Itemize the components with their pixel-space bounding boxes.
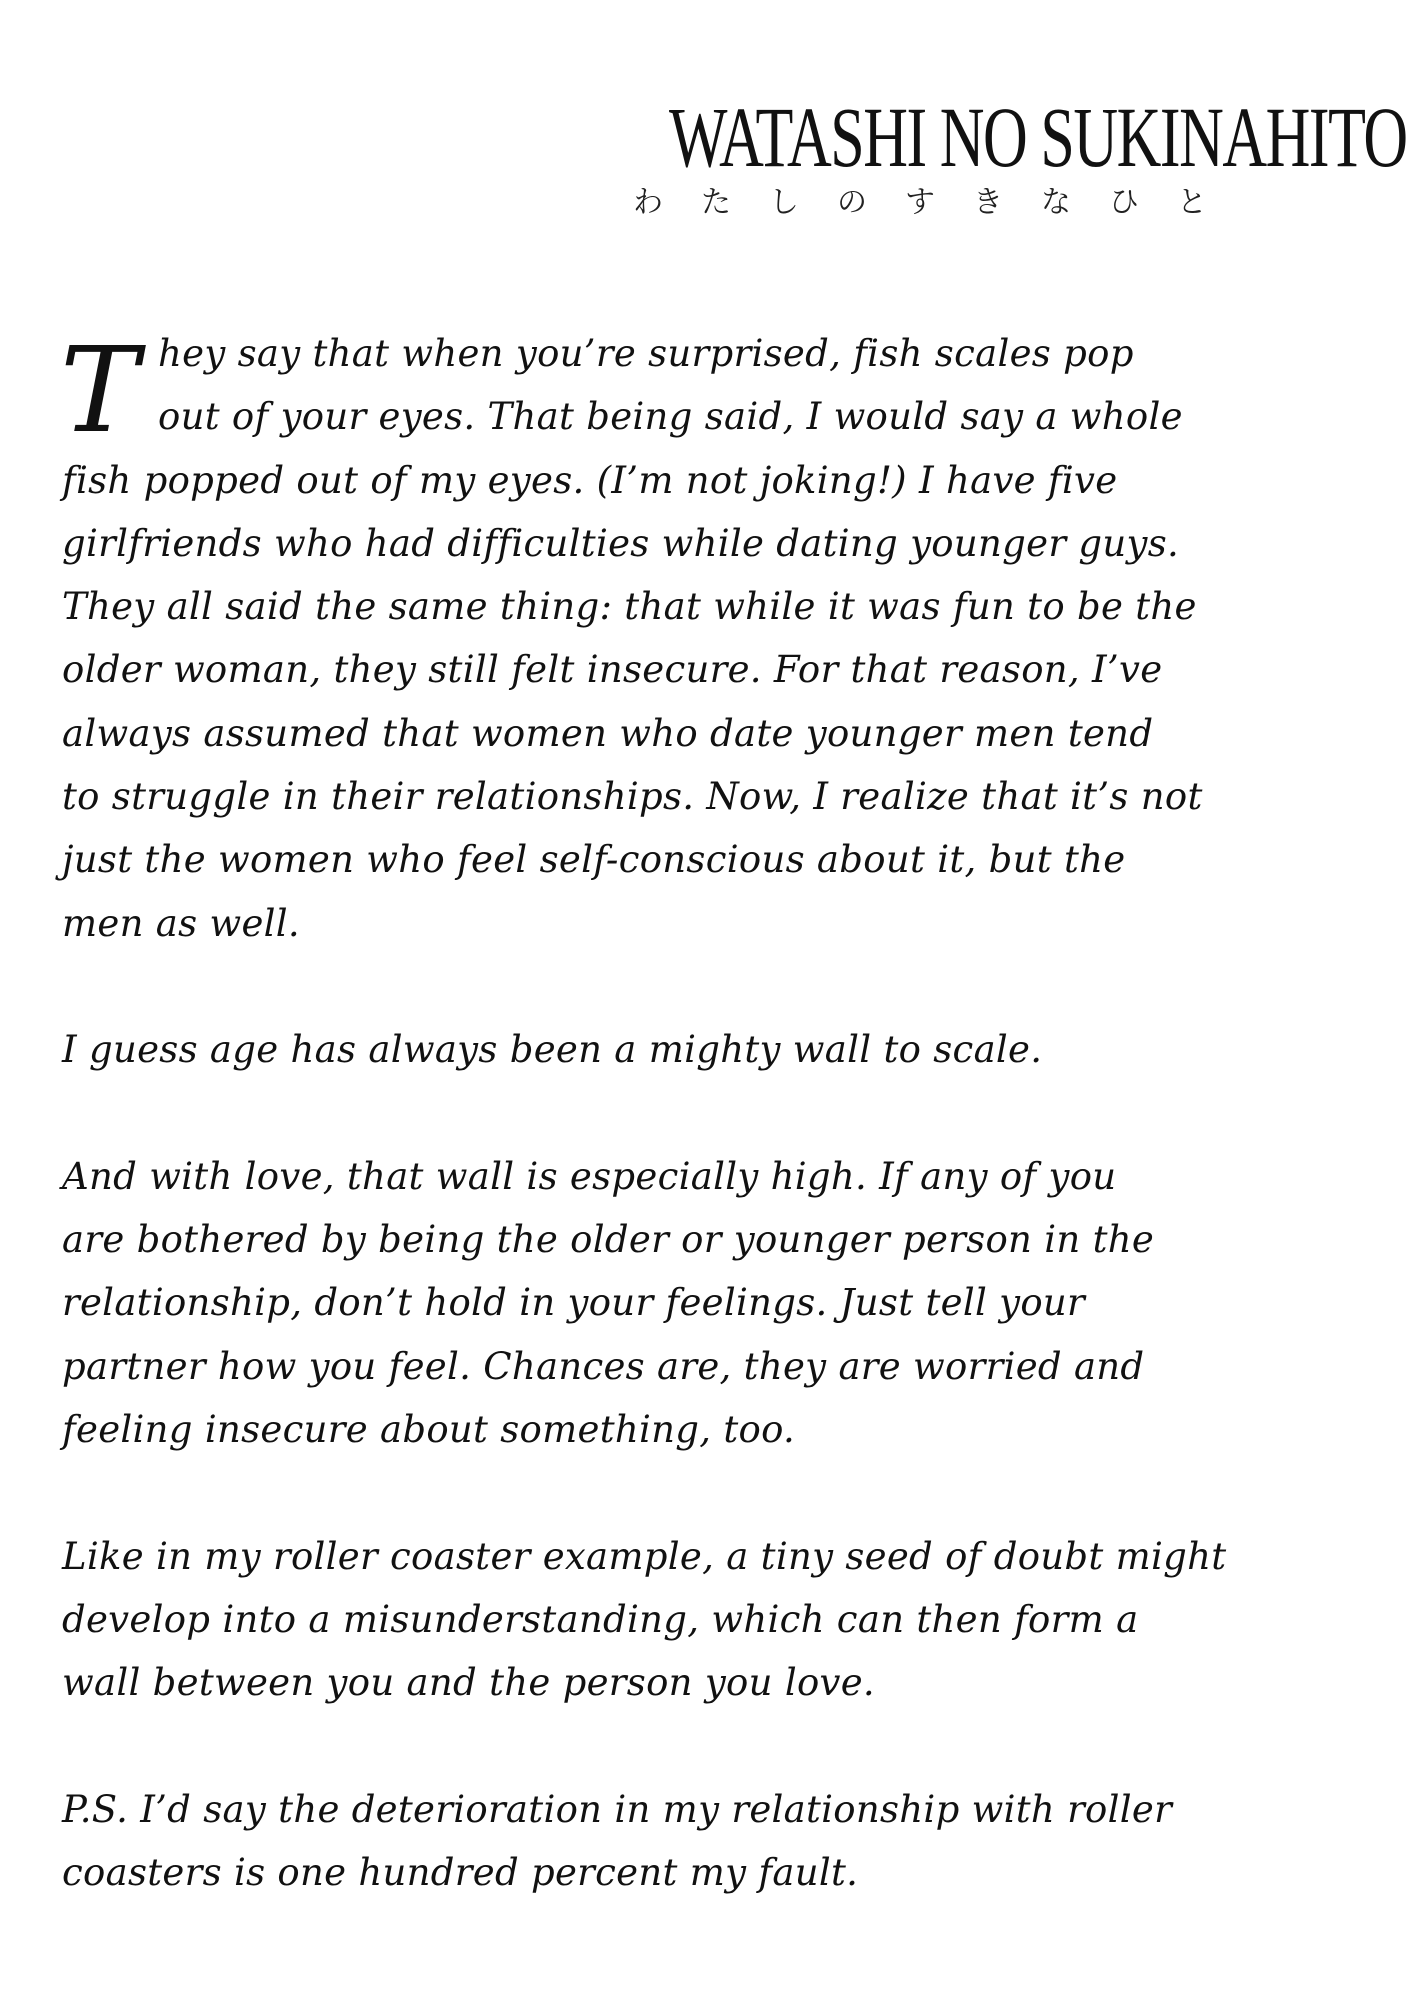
paragraph-1 bbox=[62, 322, 1262, 955]
paragraph-4 bbox=[62, 1525, 1262, 1715]
text-line: They all said the same thing: that while it was fun to be the bbox=[62, 585, 1197, 629]
text-line: P.S. I’d say the deterioration in my relationship with roller bbox=[62, 1787, 1173, 1831]
page-subtitle-kana: わたしのすきなひと bbox=[633, 185, 1245, 220]
text-line: wall between you and the person you love. bbox=[62, 1661, 875, 1705]
essay-body bbox=[62, 322, 1262, 1968]
text-line: to struggle in their relationships. Now, I realize that it’s not bbox=[62, 775, 1203, 819]
text-line: partner how you feel. Chances are, they are worried and bbox=[62, 1344, 1145, 1388]
text-line: always assumed that women who date younger men tend bbox=[62, 711, 1154, 755]
text-line: men as well. bbox=[62, 901, 300, 945]
text-line: out of your eyes. That being said, I would say a whole bbox=[158, 395, 1183, 439]
text-line: coasters is one hundred percent my fault. bbox=[62, 1851, 859, 1895]
drop-cap: T bbox=[60, 321, 140, 459]
paragraph-5 bbox=[62, 1778, 1262, 1905]
text-line: feeling insecure about something, too. bbox=[62, 1408, 796, 1452]
text-line: hey say that when you’re surprised, fish scales pop bbox=[158, 332, 1134, 375]
paragraph-3 bbox=[62, 1145, 1262, 1461]
text-line: older woman, they still felt insecure. For that reason, I’ve bbox=[62, 648, 1163, 692]
text-line: relationship, don’t hold in your feelings. Just tell your bbox=[62, 1281, 1086, 1325]
header bbox=[445, 89, 1407, 220]
paragraph-2 bbox=[62, 1018, 1262, 1081]
text-line: Like in my roller coaster example, a tiny seed of doubt might bbox=[62, 1534, 1227, 1578]
text-line: I guess age has always been a mighty wall to scale. bbox=[62, 1028, 1043, 1072]
text-line: just the women who feel self-conscious about it, but the bbox=[62, 838, 1126, 882]
text-line: girlfriends who had difficulties while dating younger guys. bbox=[62, 521, 1180, 565]
text-line: are bothered by being the older or younger person in the bbox=[62, 1218, 1155, 1262]
page-title: WATASHI NO SUKINAHITO bbox=[669, 89, 1407, 185]
text-line: develop into a misunderstanding, which can then form a bbox=[62, 1597, 1139, 1641]
text-line: fish popped out of my eyes. (I’m not joking!) I have five bbox=[62, 458, 1118, 502]
text-line: And with love, that wall is especially high. If any of you bbox=[62, 1154, 1117, 1198]
